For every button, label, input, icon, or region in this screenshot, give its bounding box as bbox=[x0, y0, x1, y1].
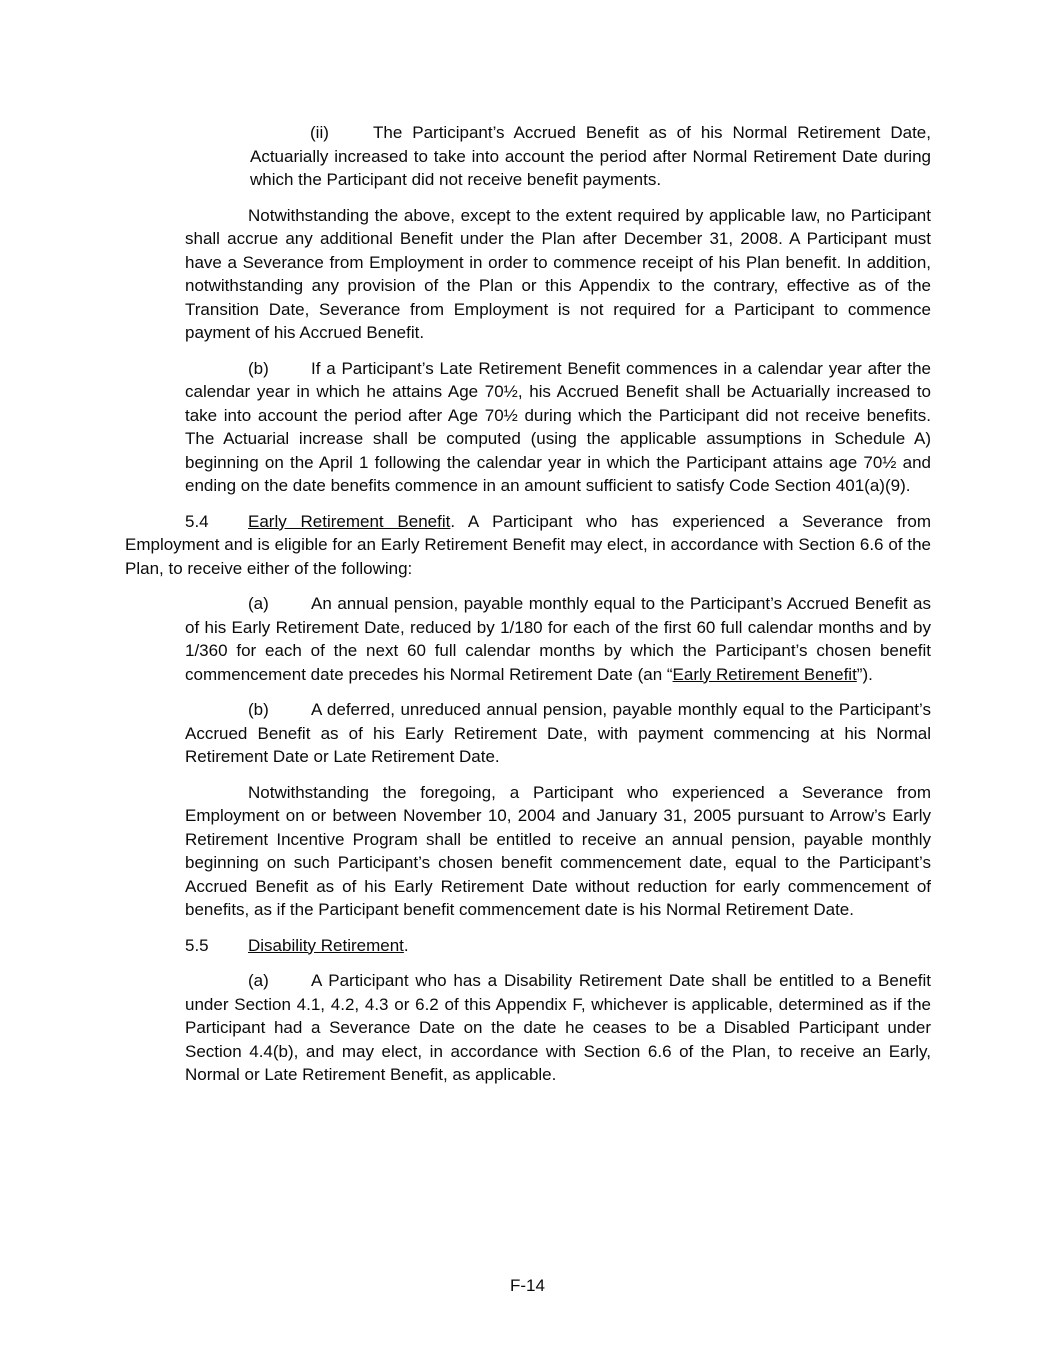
paragraph-label: 5.4 bbox=[185, 511, 209, 531]
paragraph bbox=[185, 969, 931, 1087]
paragraph-label: (b) bbox=[248, 700, 269, 719]
paragraph bbox=[250, 121, 931, 192]
text-run: A Participant who has a Disability Retirement Date shall be entitled to a Benefit under Section 4.1, 4.2, 4.3 or 6.2 of this Appendix F, whichever is applicable, determined as if the Participant had a Severance Date on the date he ceases to be a Disabled Participant under Section 4.4(b), and may elect, in accordance with Section 6.6 of the Plan, to receive an Early, Normal or Late Retirement Benefit, as applicable. bbox=[185, 971, 931, 1084]
paragraph-label: (a) bbox=[248, 594, 269, 613]
paragraph bbox=[185, 357, 931, 498]
paragraph-label: (b) bbox=[248, 358, 269, 378]
paragraph-label: (a) bbox=[248, 971, 269, 990]
text-run: A deferred, unreduced annual pension, payable monthly equal to the Participant’s Accrued Benefit as of his Early Retirement Date, with payment commencing at his Normal Retirement Date or Late Retirement Date. bbox=[185, 700, 931, 766]
text-run: An annual pension, payable monthly equal to the Participant’s Accrued Benefit as of his Early Retirement Date, reduced by 1/180 for each of the first 60 full calendar months and by 1/360 for each of the next 60 full calendar months by which the Participant’s chosen benefit commencement date precedes his Normal Retirement Date (an “ bbox=[185, 594, 931, 684]
underlined-text: Early Retirement Benefit bbox=[672, 664, 857, 684]
paragraph bbox=[125, 934, 931, 958]
paragraph-label: (ii) bbox=[310, 123, 329, 142]
paragraph-label: 5.5 bbox=[185, 935, 209, 955]
text-run: If a Participant’s Late Retirement Benefit commences in a calendar year after the calendar year in which he attains Age 70½, his Accrued Benefit shall be Actuarially increased to take into account the period after Age 70½ during which the Participant did not receive benefits. The Actuarial increase shall be computed (using the applicable assumptions in Schedule A) beginning on the April 1 following the calendar year in which the Participant attains age 70½ and ending on the date benefits commence in an amount sufficient to satisfy Code Section 401(a)(9). bbox=[185, 358, 931, 495]
page-number: F-14 bbox=[510, 1276, 545, 1295]
paragraph bbox=[185, 204, 931, 345]
text-run: Notwithstanding the foregoing, a Participant who experienced a Severance from Employment on or between November 10, 2004 and January 31, 2005 pursuant to Arrow’s Early Retirement Incentive Program shall be entitled to receive an annual pension, payable monthly beginning on such Participant’s chosen benefit commencement date, equal to the Participant’s Accrued Benefit as of his Early Retirement Date without reduction for early commencement of benefits, as if the Participant benefit commencement date is his Normal Retirement Date. bbox=[185, 782, 931, 919]
text-run: The Participant’s Accrued Benefit as of his Normal Retirement Date, Actuarially increased to take into account the period after Normal Retirement Date during which the Participant did not receive benefit payments. bbox=[250, 123, 931, 189]
underlined-text: Disability Retirement bbox=[248, 935, 404, 955]
text-run: . A Participant who has experienced a Severance from Employment and is eligible for an Early Retirement Benefit may elect, in accordance with Section 6.6 of the Plan, to receive either of the following: bbox=[125, 511, 932, 578]
text-run: Notwithstanding the above, except to the extent required by applicable law, no Participant shall accrue any additional Benefit under the Plan after December 31, 2008. A Participant must have a Severance from Employment in order to commence receipt of his Plan benefit. In addition, notwithstanding any provision of the Plan or this Appendix to the contrary, effective as of the Transition Date, Severance from Employment is not required for a Participant to commence payment of his Accrued Benefit. bbox=[185, 205, 931, 342]
text-run: ”). bbox=[856, 664, 873, 684]
text-run: . bbox=[403, 935, 409, 955]
paragraph bbox=[125, 510, 931, 581]
document-body bbox=[125, 121, 931, 1099]
paragraph bbox=[185, 781, 931, 922]
underlined-text: Early Retirement Benefit bbox=[248, 511, 451, 531]
paragraph bbox=[185, 698, 931, 769]
paragraph bbox=[185, 592, 931, 686]
